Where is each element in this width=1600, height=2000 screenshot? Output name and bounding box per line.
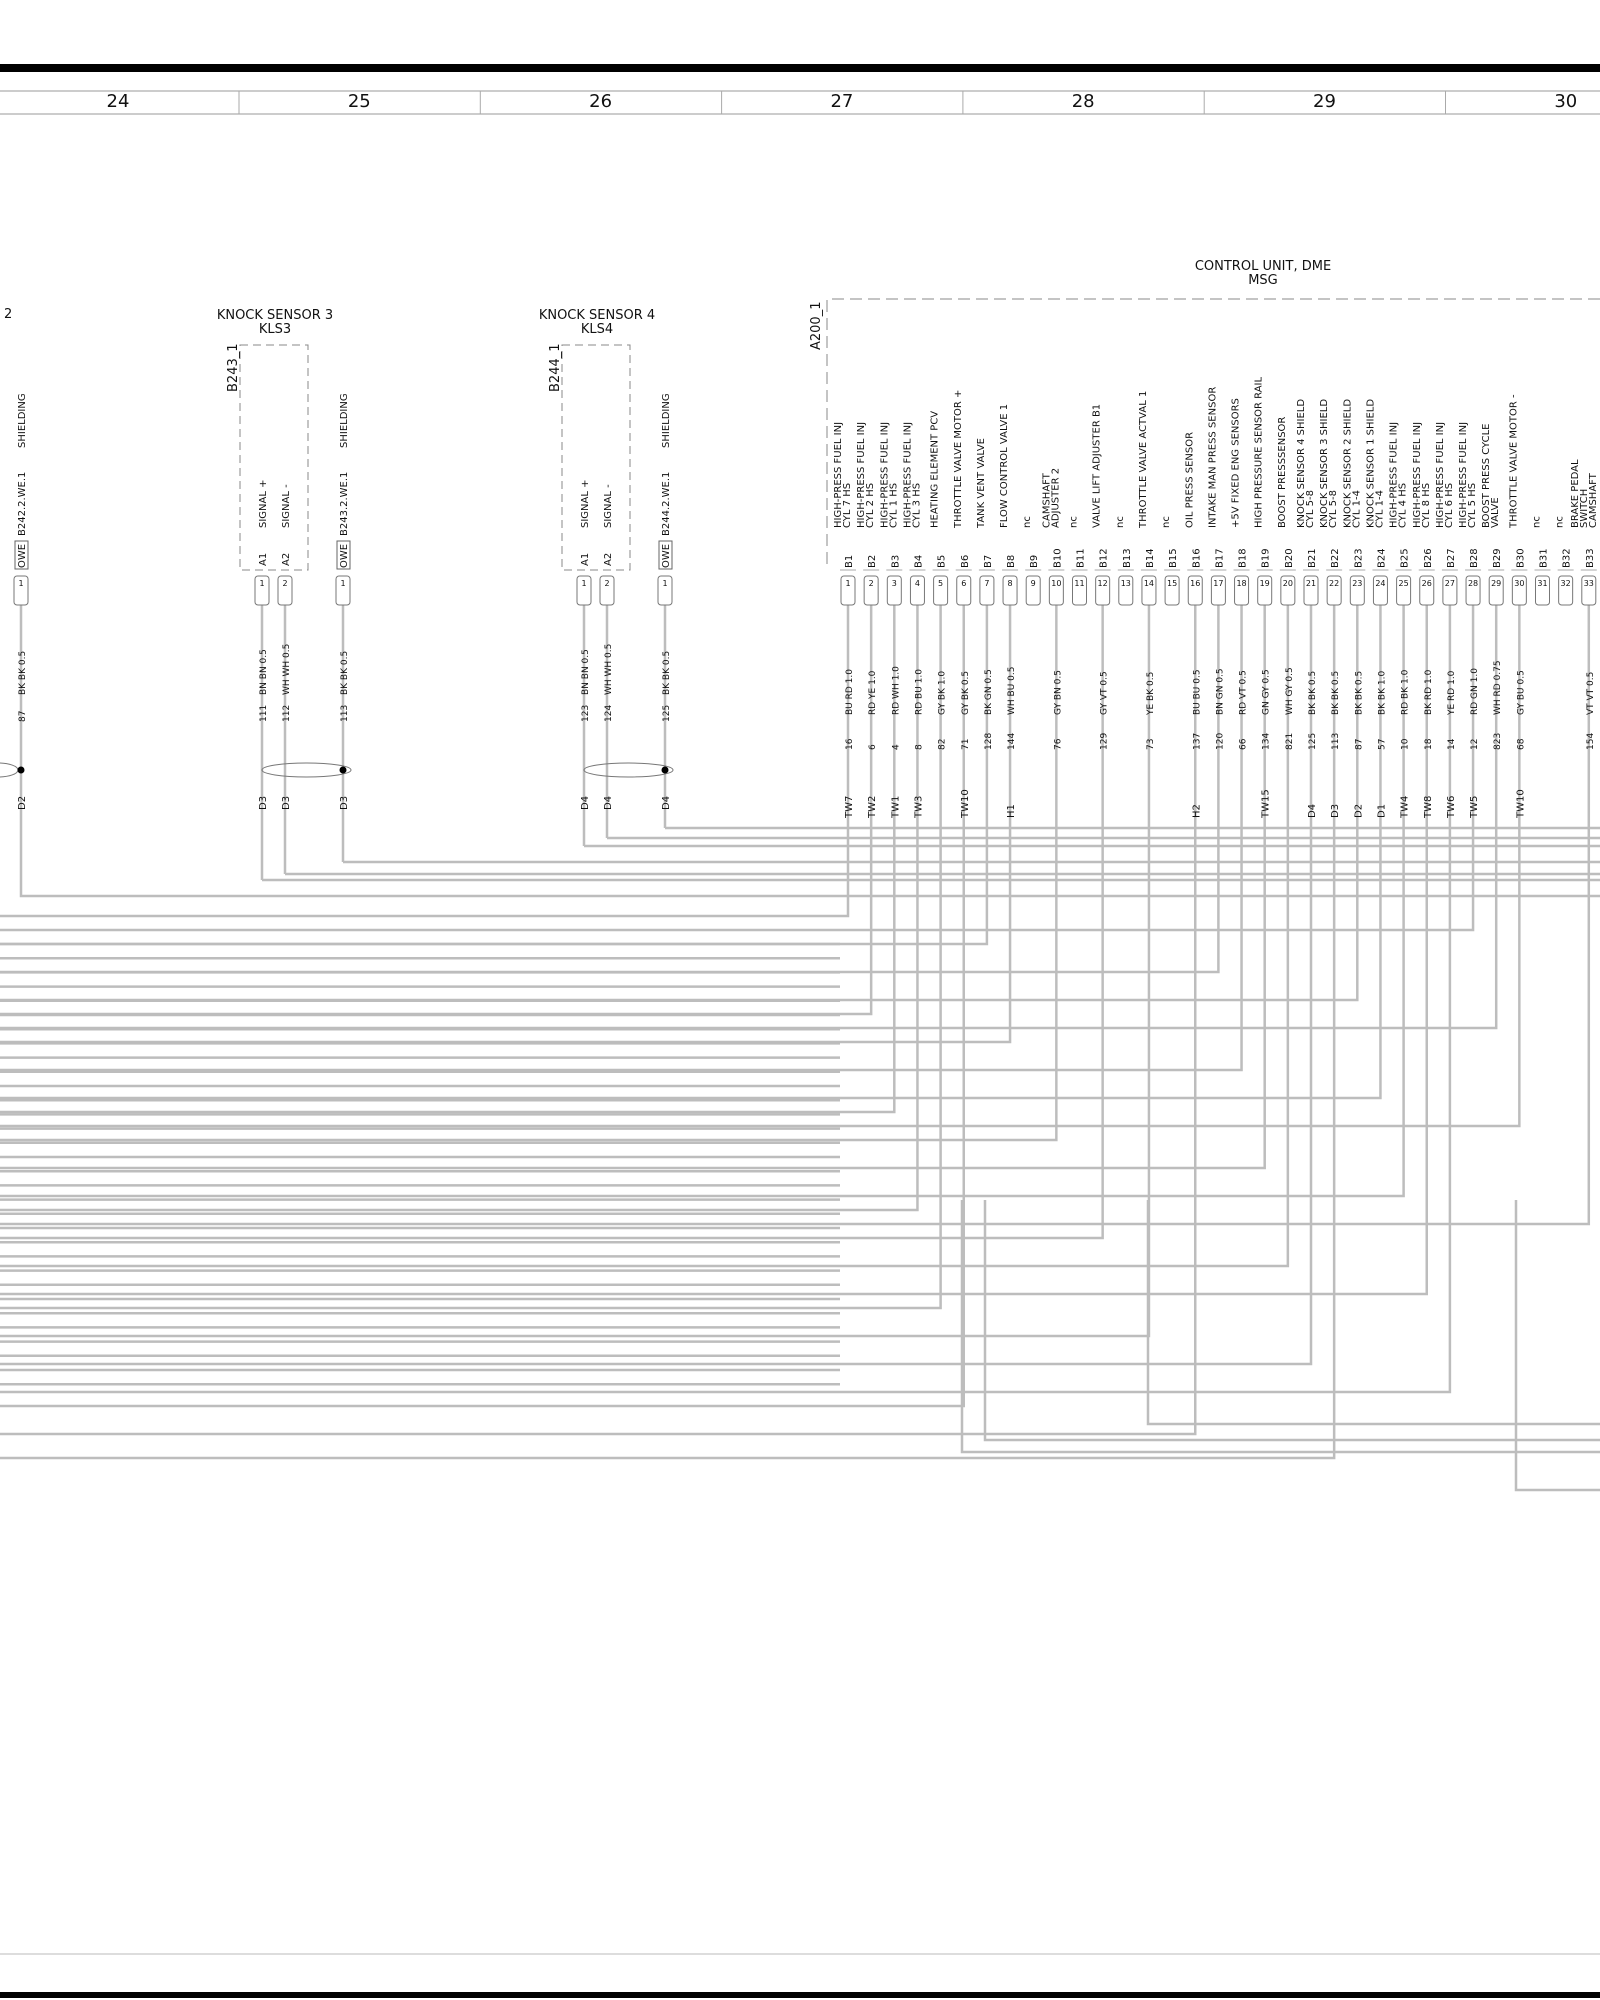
column-number-ruler: [107, 91, 1600, 114]
pin-number: 2: [282, 579, 288, 588]
pin-number: 13: [1120, 579, 1131, 588]
pin-function: CYL 4 HS: [1397, 482, 1409, 528]
wire-destination: TW6: [1445, 795, 1457, 818]
pin-number: 33: [1583, 579, 1594, 588]
pin-function: nc: [1022, 516, 1034, 528]
pin-name: B13: [1121, 548, 1133, 568]
pin-number: 3: [891, 579, 897, 588]
pin-number: 24: [1375, 579, 1386, 588]
control-unit-subtitle: MSG: [1248, 273, 1278, 288]
pin-name: B8: [1006, 554, 1018, 568]
wire: [0, 605, 848, 916]
twisted-pair-shield: [262, 763, 351, 777]
wire-color-label: RD WH 1.0: [891, 666, 902, 715]
pin-number: 23: [1352, 579, 1363, 588]
wire-destination: TW5: [1469, 795, 1481, 818]
pin-function: VALVE: [1490, 497, 1502, 528]
wire: [0, 605, 1334, 1458]
pin-function: SHIELDING: [661, 393, 672, 448]
pin-function: CYL 8 HS: [1420, 482, 1432, 528]
pin-function: CYL 1-4: [1374, 490, 1386, 528]
twisted-pair-shield: [584, 763, 673, 777]
pin-function: CYL 1-4: [1351, 490, 1363, 528]
pin-function: SIGNAL +: [258, 479, 269, 528]
pin-function: +5V FIXED ENG SENSORS: [1230, 398, 1242, 528]
wire: [0, 605, 1589, 1224]
wire-color-label: 113: [1331, 732, 1342, 750]
wire-color-label: BN BN 0.5: [259, 649, 269, 695]
pin-function: CYL 1 HS: [888, 482, 900, 528]
pin-name: B16: [1191, 548, 1203, 568]
pin-function: nc: [1068, 516, 1080, 528]
wire-color-label: 821: [1284, 732, 1295, 750]
shield-junction: [18, 767, 25, 774]
wire-color-label: BK BK 1.0: [1377, 670, 1388, 715]
pin-function: nc: [1114, 516, 1126, 528]
pin-name: B4: [913, 554, 925, 568]
pin-extra-label: B243.2.WE.1: [339, 471, 350, 536]
wire: [0, 605, 1311, 1364]
pin-name: B26: [1422, 548, 1434, 568]
wire-destination: D2: [17, 795, 28, 810]
wire-destination: D4: [603, 795, 614, 810]
wire-color-label: 76: [1053, 738, 1064, 750]
wire-color-label: BU RD 1.0: [845, 669, 855, 715]
pin-function: CYL 7 HS: [842, 482, 853, 528]
pin-extra-label: B242.2.WE.1: [17, 471, 28, 536]
wire-color-label: BK BK 0.5: [340, 650, 350, 695]
wire-color-label: 137: [1192, 732, 1203, 750]
wire-color-label: 68: [1516, 738, 1527, 750]
pin-function: CAMSHAFT: [1041, 473, 1053, 528]
pin-function: THROTTLE VALVE MOTOR +: [952, 389, 964, 528]
wire: [0, 605, 1357, 1000]
pin-function: THROTTLE VALVE MOTOR -: [1508, 394, 1520, 528]
wire-color-label: 12: [1470, 738, 1481, 750]
wire: [0, 605, 987, 944]
pin-number: 9: [1030, 579, 1036, 588]
wire-color-label: WH WH 0.5: [282, 643, 292, 695]
wire-destination: D4: [661, 795, 672, 810]
wire: [985, 1200, 1600, 1440]
pin-name: B7: [982, 554, 994, 568]
wire-color-label: 113: [340, 704, 350, 722]
pin-function: SWITCH: [1578, 488, 1590, 528]
wire-color-label: 73: [1145, 738, 1156, 750]
pin-function: nc: [1531, 516, 1543, 528]
wire-color-label: 66: [1238, 738, 1249, 750]
wire: [0, 605, 1496, 1028]
wire-destination: TW3: [913, 795, 925, 818]
pin-name: A1: [580, 552, 591, 566]
wire-destination: TW8: [1422, 795, 1434, 818]
pin-name: B17: [1214, 548, 1226, 568]
wire-destination: TW4: [1399, 795, 1411, 818]
pin-function: HIGH-PRESS FUEL INJ: [1388, 421, 1400, 528]
pin-function: SIGNAL -: [281, 484, 292, 528]
wire-color-label: 4: [891, 744, 902, 750]
pin-function: SIGNAL -: [603, 484, 614, 528]
pin-function: nc: [1554, 516, 1566, 528]
pin-function: KNOCK SENSOR 2 SHIELD: [1342, 398, 1354, 528]
wire-color-label: RD BU 1.0: [914, 669, 925, 715]
wire-color-label: 123: [581, 704, 591, 722]
wire-color-label: 125: [1308, 732, 1318, 750]
pin-name: B30: [1515, 548, 1527, 568]
wire-color-label: BN BN 0.5: [581, 649, 591, 695]
pin-function: HIGH-PRESS FUEL INJ: [1411, 421, 1423, 528]
wire-color-label: 823: [1493, 732, 1504, 750]
wire-color-label: GY BN 0.5: [1053, 670, 1064, 715]
pin-name: A2: [603, 552, 614, 566]
wire-color-label: BK BK 0.5: [1308, 670, 1318, 715]
wire-destination: D4: [1307, 803, 1318, 818]
wire-color-label: 111: [259, 704, 269, 722]
pin-name: B32: [1561, 548, 1573, 568]
wire: [0, 605, 871, 1014]
pin-name: B12: [1098, 548, 1110, 568]
pin-function: FLOW CONTROL VALVE 1: [999, 403, 1011, 528]
pin-function: VALVE LIFT ADJUSTER B1: [1091, 403, 1103, 528]
wire-color-label: GN GY 0.5: [1261, 669, 1272, 715]
wire: [0, 605, 894, 1112]
column-number: 29: [1313, 91, 1336, 112]
pin-name: B11: [1075, 548, 1087, 568]
pin-number: 10: [1051, 579, 1062, 588]
pin-function: TANK VENT VALVE: [975, 438, 987, 528]
wire-color-label: BN GN 0.5: [1215, 668, 1226, 715]
pin-name: OWE: [17, 543, 28, 568]
pin-number: 19: [1259, 579, 1270, 588]
wire-color-label: 144: [1007, 732, 1018, 750]
wire-color-label: 120: [1215, 732, 1226, 750]
wire-color-label: RD GN 1.0: [1470, 668, 1481, 715]
pin-number: 12: [1097, 579, 1108, 588]
wire: [0, 605, 1265, 1168]
pin-name: B9: [1029, 554, 1041, 568]
pin-function: CYL 3 HS: [911, 482, 923, 528]
pin-number: 25: [1398, 579, 1409, 588]
wire-destination: D3: [281, 795, 292, 810]
wire-color-label: 128: [983, 732, 994, 750]
pin-number: 27: [1444, 579, 1455, 588]
pin-function: HIGH-PRESS FUEL INJ: [1434, 421, 1446, 528]
wire: [0, 605, 941, 1308]
pin-name: B19: [1260, 548, 1272, 568]
pin-function: CYL 6 HS: [1443, 482, 1455, 528]
pin-name: B22: [1330, 548, 1342, 568]
pin-function: CYL 5-8: [1328, 490, 1340, 528]
pin-function: CYL 5-8: [1305, 490, 1316, 528]
wire-color-label: BK BK 0.5: [18, 650, 28, 695]
pin-function: OIL PRESS SENSOR: [1184, 431, 1196, 528]
pin-number: 20: [1282, 579, 1293, 588]
pin-function: HIGH-PRESS FUEL INJ: [833, 421, 844, 528]
wire-color-label: WH GY 0.5: [1284, 667, 1295, 715]
pin-function: BOOST PRESSSENSOR: [1276, 416, 1288, 528]
wire-color-label: 154: [1585, 732, 1596, 750]
wire-color-label: YE RD 1.0: [1446, 670, 1457, 715]
pin-number: 30: [1514, 579, 1525, 588]
pin-number: 8: [1007, 579, 1013, 588]
pin-function: INTAKE MAN PRESS SENSOR: [1207, 386, 1219, 528]
wire-destination: H1: [1006, 804, 1018, 818]
wire-color-label: 87: [18, 710, 28, 722]
pin-name: B5: [936, 554, 948, 568]
pin-number: 1: [662, 579, 668, 588]
bottom-frame-bar: [0, 1992, 1600, 1998]
wire-color-label: 18: [1423, 738, 1434, 750]
wire-color-label: 14: [1446, 738, 1457, 750]
pin-number: 32: [1560, 579, 1571, 588]
pin-number: 15: [1167, 579, 1178, 588]
pin-number: 16: [1190, 579, 1201, 588]
pin-name: B29: [1492, 548, 1504, 568]
wire-color-label: 57: [1377, 738, 1388, 750]
wire-color-label: 8: [914, 744, 925, 750]
pin-function: HIGH-PRESS FUEL INJ: [902, 421, 914, 528]
wire-color-label: WH RD 0.75: [1493, 660, 1504, 715]
knock-sensor-3: [217, 308, 333, 570]
pin-name: B20: [1283, 548, 1295, 568]
wire-color-label: BK BK 0.5: [1354, 670, 1365, 715]
pin-name: B27: [1445, 548, 1457, 568]
pin-name: B28: [1469, 548, 1481, 568]
wire-harness: [0, 605, 1600, 1490]
pin-function: THROTTLE VALVE ACTVAL 1: [1137, 390, 1149, 528]
wire-destination: D3: [339, 795, 350, 810]
wire-destination: TW10: [1515, 789, 1527, 818]
wire-color-label: BK GN 0.5: [983, 669, 994, 715]
pin-function: HIGH-PRESS FUEL INJ: [879, 421, 891, 528]
knock-sensor-4-box: [562, 345, 630, 570]
wire-color-label: RD VT 0.5: [1238, 670, 1249, 715]
column-number: 27: [830, 91, 854, 112]
pin-function: HIGH-PRESS FUEL INJ: [1458, 421, 1470, 528]
pin-number: 21: [1305, 579, 1317, 588]
wire-color-label: 16: [845, 738, 855, 750]
pin-number: 31: [1537, 579, 1548, 588]
control-unit-ref: A200_1: [809, 301, 824, 350]
pin-number: 2: [604, 579, 610, 588]
wire-color-label: BK BK 0.5: [1331, 670, 1342, 715]
pin-number: 17: [1213, 579, 1224, 588]
pin-number: 26: [1421, 579, 1432, 588]
pin-number: 1: [581, 579, 587, 588]
pin-name: B23: [1353, 548, 1365, 568]
pin-name: B3: [890, 554, 902, 568]
knock-sensor-3-ref: B243_1: [226, 343, 241, 392]
wire-color-label: YE BK 0.5: [1145, 671, 1156, 715]
pin-number: 29: [1491, 579, 1502, 588]
pin-name: OWE: [661, 543, 672, 568]
pin-function: BRAKE PEDAL: [1569, 459, 1581, 528]
knock-sensor-4-title: KNOCK SENSOR 4: [538, 308, 656, 323]
top-frame-bar: [0, 64, 1600, 72]
wire: [0, 605, 1380, 1098]
control-unit-title: CONTROL UNIT, DME: [1194, 259, 1332, 274]
knock-sensor-3-box: [240, 345, 308, 570]
wire-destination: TW2: [867, 795, 879, 818]
pin-name: OWE: [339, 543, 350, 568]
column-number: 28: [1071, 91, 1095, 112]
wire-color-label: WH BU 0.5: [1007, 666, 1018, 715]
wire: [0, 605, 1010, 1042]
pin-number: 4: [914, 579, 920, 588]
wire-destination: D2: [1353, 803, 1365, 818]
pin-number: 11: [1074, 579, 1085, 588]
pin-name: B15: [1168, 548, 1180, 568]
wire-color-label: 112: [282, 704, 292, 722]
pin-name: B18: [1237, 548, 1249, 568]
wire-color-label: 6: [868, 744, 879, 750]
wire-destination: TW1: [890, 795, 902, 818]
knock-sensor-3-title: KNOCK SENSOR 3: [216, 308, 334, 323]
wire-destination: D3: [1330, 803, 1342, 818]
pin-number: 1: [18, 579, 24, 588]
pin-function: CAMSHAFT: [1587, 473, 1599, 528]
pin-function: SIGNAL +: [580, 479, 591, 528]
pin-function: KNOCK SENSOR 1 SHIELD: [1365, 398, 1377, 528]
wire-destination: D3: [258, 795, 269, 810]
pin-name: B1: [844, 554, 855, 568]
wire: [0, 605, 1427, 1294]
column-number: 25: [347, 91, 371, 112]
wire: [1516, 1200, 1600, 1490]
pin-function: CYL 5 HS: [1467, 482, 1479, 528]
pin-number: 6: [961, 579, 967, 588]
pin-name: B21: [1307, 548, 1318, 568]
column-number: 30: [1554, 91, 1578, 112]
pin-number: 22: [1329, 579, 1340, 588]
pin-name: B24: [1376, 548, 1388, 568]
wire-color-label: 129: [1099, 732, 1110, 750]
knock-sensor-4-ref: B244_1: [548, 343, 563, 392]
pin-function: HIGH PRESSURE SENSOR RAIL: [1253, 376, 1265, 528]
wire-color-label: 10: [1400, 738, 1411, 750]
column-number: 26: [589, 91, 613, 112]
wire-color-label: BK BK 0.5: [662, 650, 672, 695]
pin-number: 1: [845, 579, 851, 588]
pin-name: B33: [1584, 548, 1596, 568]
pin-number: 28: [1467, 579, 1479, 588]
wire-destination: TW15: [1260, 789, 1272, 818]
wire-color-label: WH WH 0.5: [604, 643, 614, 695]
wire: [0, 605, 1450, 1392]
wire-color-label: 82: [937, 738, 948, 750]
wire-destination: D4: [580, 795, 591, 810]
pin-number: 7: [984, 579, 990, 588]
wire-destination: TW10: [959, 789, 971, 818]
pin-name: A2: [281, 552, 292, 566]
pin-function: HIGH-PRESS FUEL INJ: [856, 421, 868, 528]
pin-function: CYL 2 HS: [865, 482, 877, 528]
pin-name: B25: [1399, 548, 1411, 568]
pin-name: A1: [258, 552, 269, 566]
wire-color-label: RD BK 1.0: [1400, 669, 1411, 715]
pin-function: KNOCK SENSOR 3 SHIELD: [1319, 398, 1331, 528]
shield-junction: [340, 767, 347, 774]
pin-function: BOOST PRESS CYCLE: [1481, 423, 1493, 528]
pin-name: B6: [959, 554, 971, 568]
pin-number: 18: [1236, 579, 1247, 588]
wire-color-label: GY BK 0.5: [960, 670, 971, 715]
wire-color-label: RD YE 1.0: [868, 670, 879, 715]
pin-name: B31: [1538, 548, 1550, 568]
pin-number: 14: [1143, 579, 1155, 588]
pin-name: B10: [1052, 548, 1064, 568]
twisted-pair-shield: [0, 763, 18, 777]
wire: [0, 605, 1149, 1336]
knock-sensor-3-code: KLS3: [258, 322, 292, 337]
wire: [0, 605, 917, 1210]
wire-color-label: BU BU 0.5: [1192, 669, 1203, 715]
wire-color-label: GY VT 0.5: [1099, 671, 1110, 715]
pin-function: SHIELDING: [17, 393, 28, 448]
wire-destination: H2: [1191, 804, 1203, 818]
pin-number: 5: [938, 579, 944, 588]
pin-function: nc: [1161, 516, 1173, 528]
wire-color-label: 71: [960, 738, 971, 750]
knock-sensor-2-title-fragment: 2: [4, 307, 13, 322]
wire-color-label: GY BK 1.0: [937, 670, 948, 715]
wire-color-label: 87: [1354, 738, 1365, 750]
pin-number: 1: [340, 579, 346, 588]
pin-number: 1: [259, 579, 265, 588]
wire-color-label: GY BU 0.5: [1516, 670, 1527, 715]
pin-function: KNOCK SENSOR 4 SHIELD: [1296, 398, 1307, 528]
pin-function: ADJUSTER 2: [1050, 467, 1062, 528]
pin-name: B2: [867, 554, 879, 568]
wire: [0, 605, 1195, 1434]
pin-name: B14: [1144, 548, 1156, 568]
wire-color-label: VT VT 0.5: [1585, 671, 1596, 715]
knock-sensor-4-code: KLS4: [580, 322, 614, 337]
pin-function: SHIELDING: [339, 393, 350, 448]
wire-color-label: BK RD 1.0: [1423, 669, 1434, 715]
shield-junction: [662, 767, 669, 774]
column-number: 24: [106, 91, 130, 112]
wire-color-label: 124: [604, 704, 614, 722]
pin-function: HEATING ELEMENT PCV: [929, 410, 941, 528]
pin-number: 2: [868, 579, 874, 588]
knock-sensor-4: [539, 308, 655, 570]
wire-color-label: 134: [1261, 732, 1272, 750]
wire-color-label: 125: [662, 704, 672, 722]
wire-destination: TW7: [844, 795, 855, 818]
wire-destination: D1: [1376, 803, 1388, 818]
pin-extra-label: B244.2.WE.1: [661, 471, 672, 536]
wire: [1148, 1200, 1600, 1424]
